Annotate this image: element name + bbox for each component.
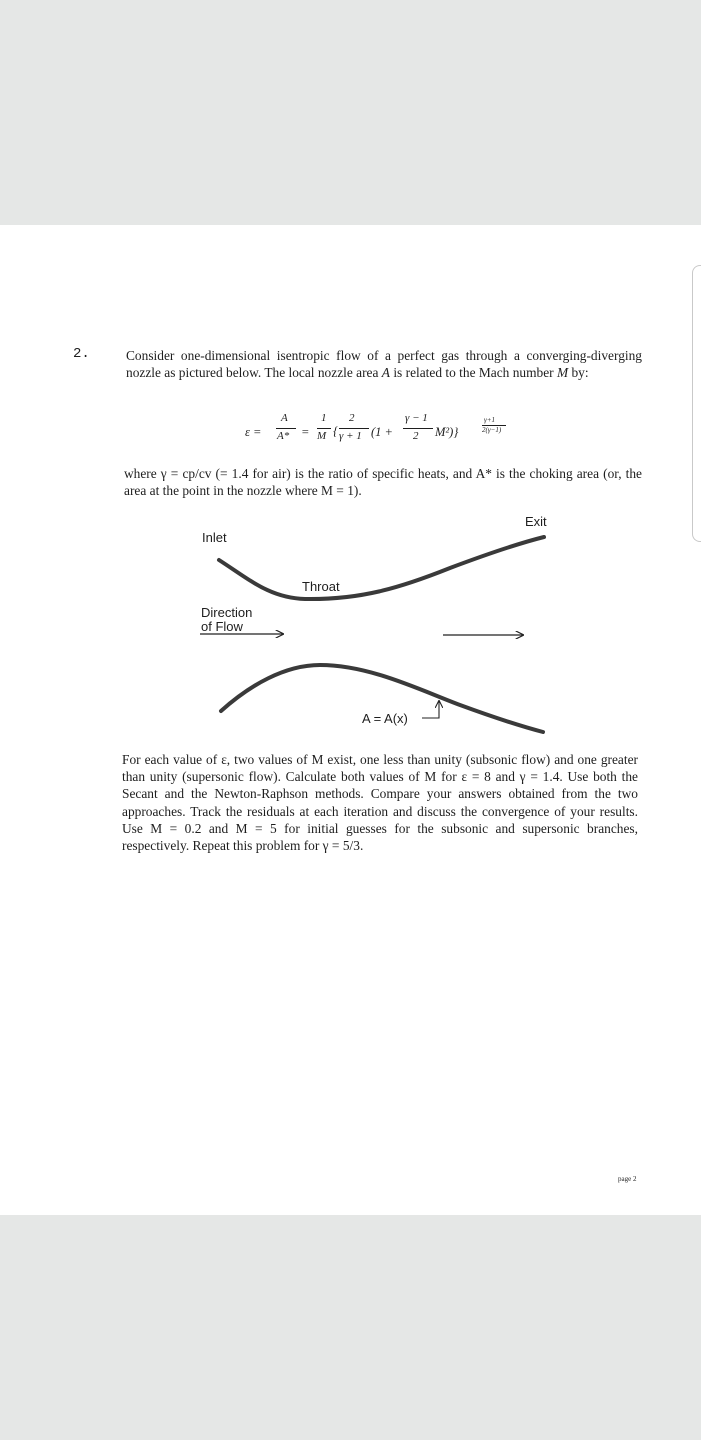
throat-label: Throat: [302, 579, 340, 594]
area-pointer-arrow: [422, 701, 439, 718]
direction-label: Direction: [201, 605, 253, 620]
area-mach-formula: ε = A A* = 1 M { 2 γ + 1 (1 + γ − 1 2 M²)} γ+1 2(γ−1): [245, 410, 545, 454]
of-flow-label: of Flow: [201, 619, 243, 634]
nozzle-upper-wall: [219, 537, 544, 599]
tasks-paragraph: For each value of ε, two values of M exist, one less than unity (subsonic flow) and one greater than unity (supersonic flow). Calculate both values of M for ε = 8 and γ = 1.4. Use both the Secant and the Newton-Raphson methods. Compare your answers obtained from the two approaches. Track the residuals at each iteration and discuss the convergence of your results. Use M = 0.2 and M = 5 for initial guesses for the subsonic and supersonic branches, respectively. Repeat this problem for γ = 5/3.: [122, 752, 638, 854]
intro-paragraph: Consider one-dimensional isentropic flow of a perfect gas through a converging-diverging nozzle as pictured below. The local nozzle area A is related to the Mach number M by:: [126, 348, 642, 381]
page-number: page 2: [618, 1175, 637, 1183]
area-function-label: A = A(x): [362, 711, 408, 726]
inlet-label: Inlet: [202, 530, 227, 545]
exit-label: Exit: [525, 514, 547, 529]
where-paragraph: where γ = cp/cv (= 1.4 for air) is the ratio of specific heats, and A* is the choking area (or, the area at the point in the nozzle where M = 1).: [124, 466, 642, 499]
problem-number: 2.: [73, 346, 90, 362]
